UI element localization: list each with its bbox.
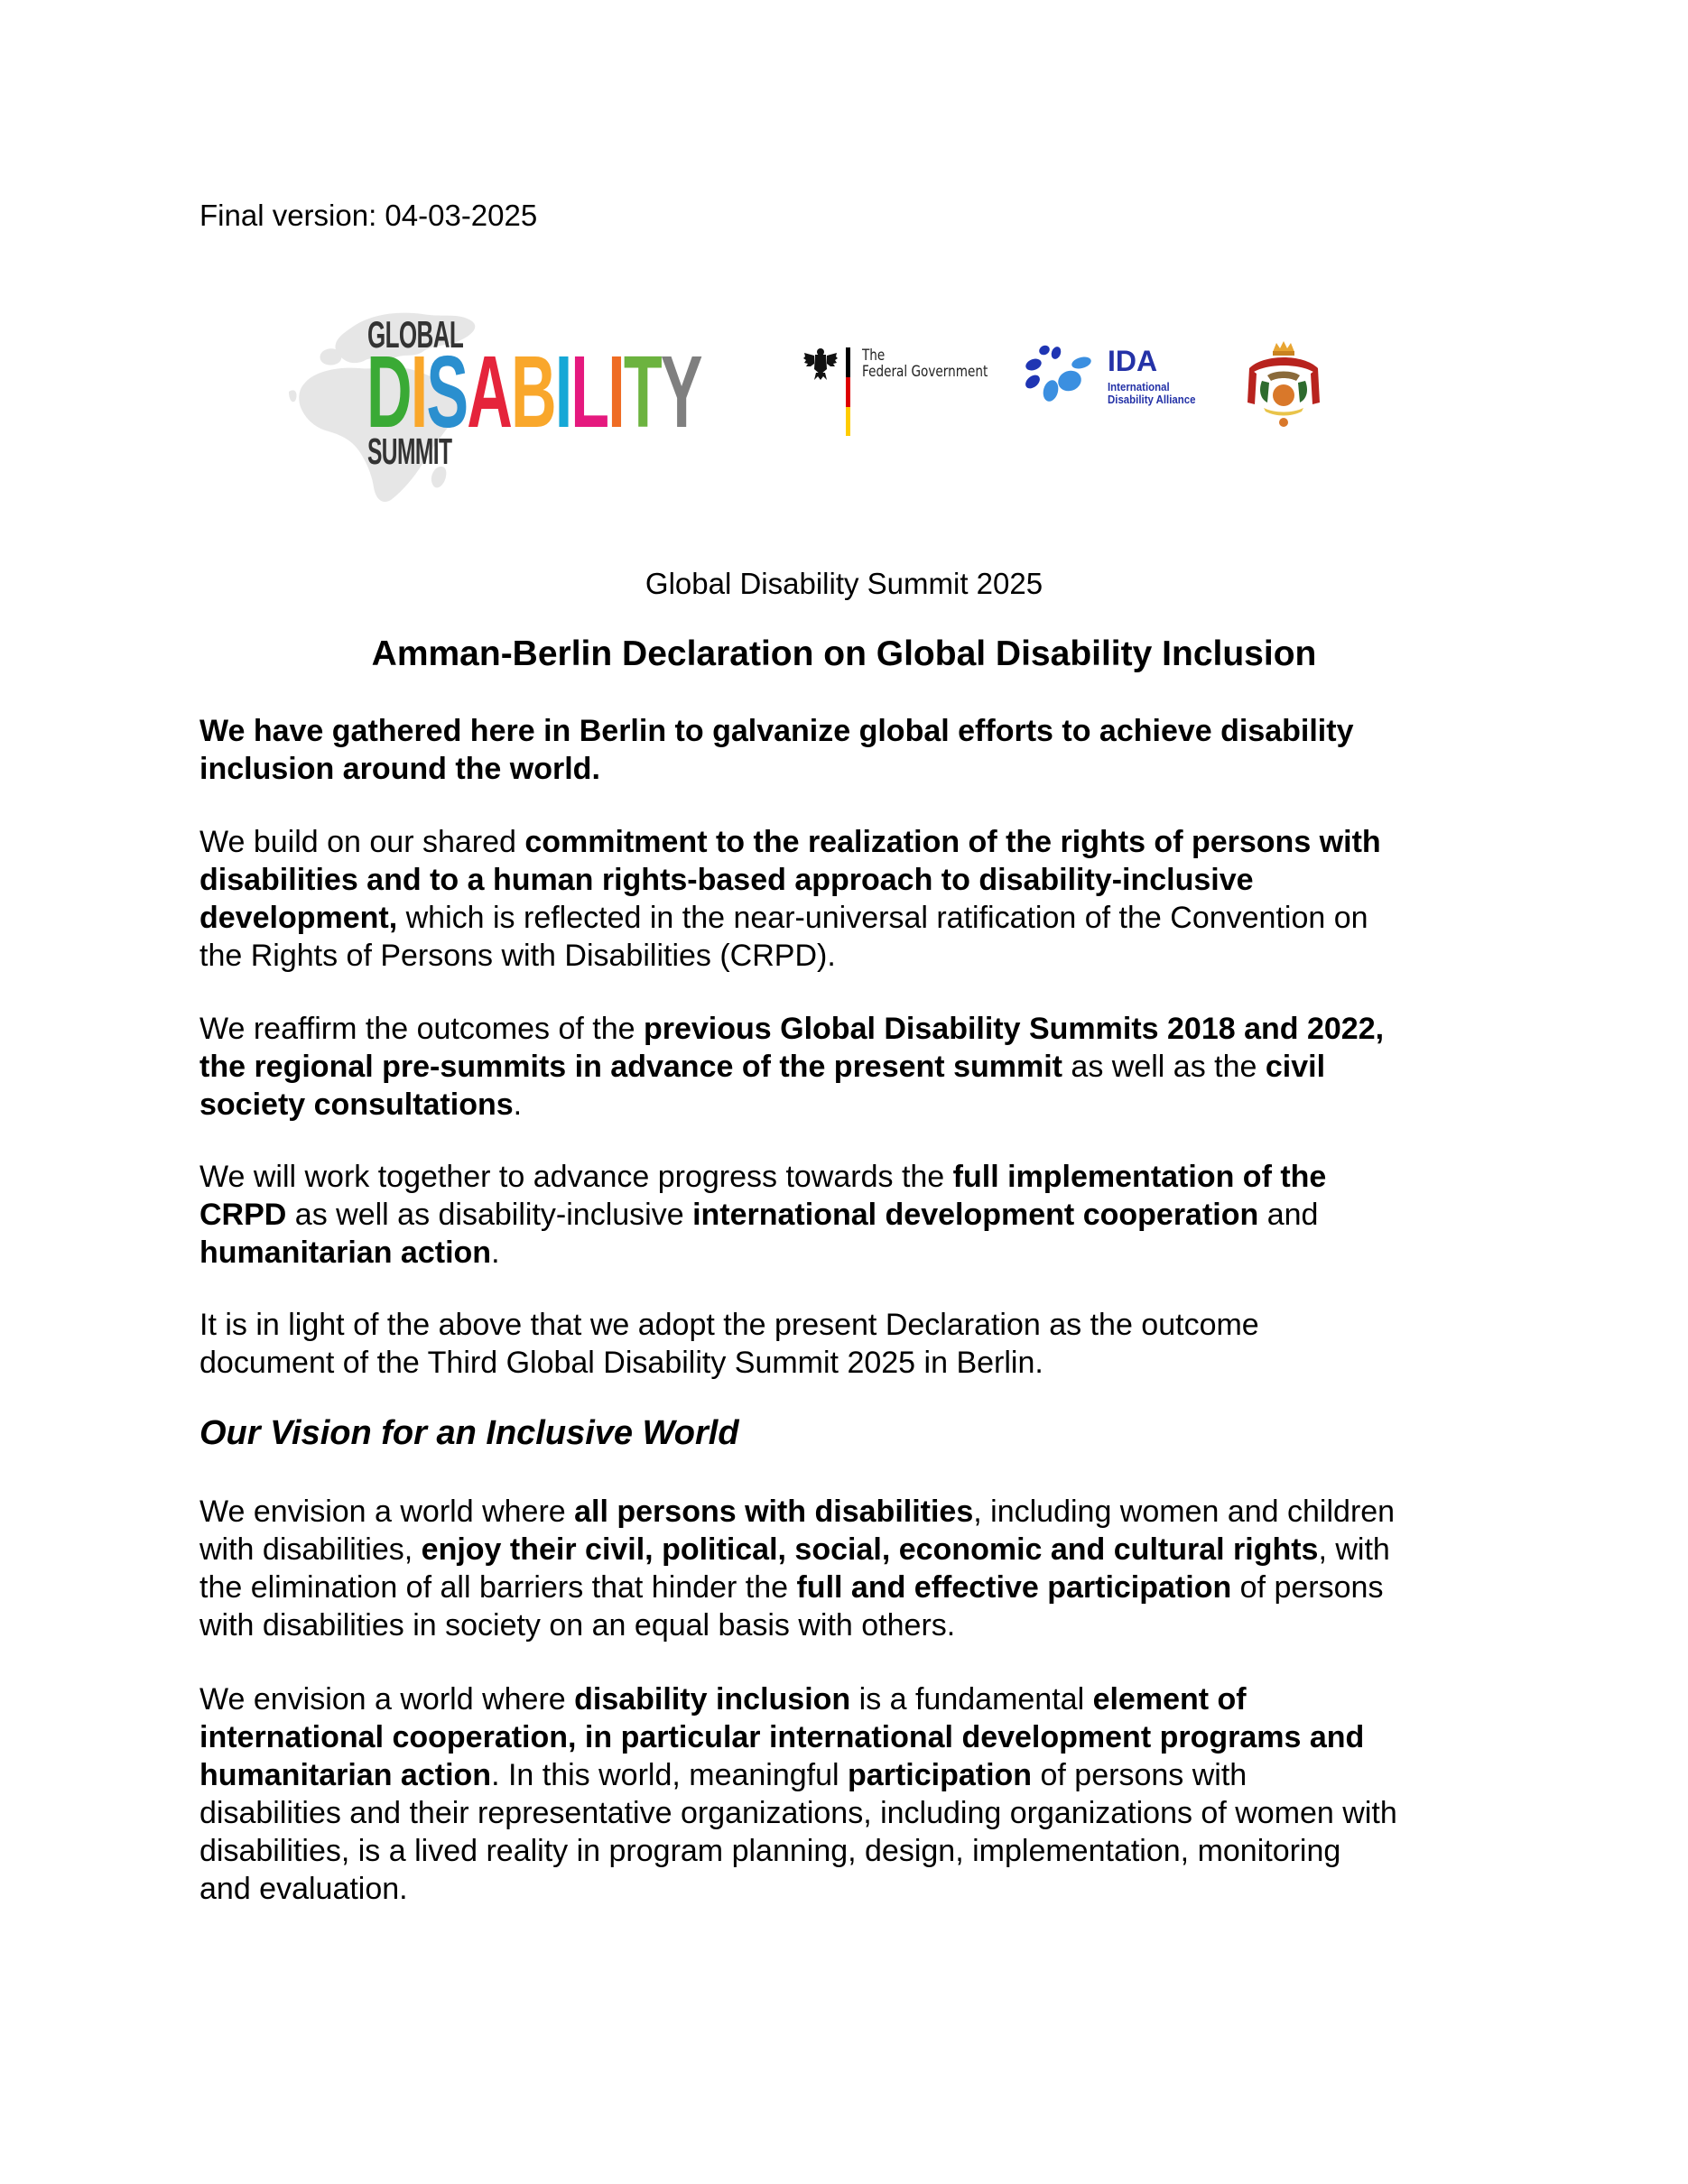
section-heading-vision: Our Vision for an Inclusive World (199, 1414, 739, 1452)
bold-text: international development cooperation (692, 1198, 1259, 1232)
logo-letter: L (570, 335, 608, 449)
fedgov-line2: Federal Government (862, 363, 988, 381)
paragraph-line (199, 861, 1381, 899)
paragraph-line (199, 937, 1381, 975)
paragraph-line (199, 1048, 1384, 1086)
logo-word-summit: SUMMIT (367, 430, 452, 472)
bold-text: disability inclusion (574, 1682, 851, 1717)
flag-bar-black (846, 347, 850, 377)
paragraph (199, 823, 1381, 975)
text: , including women and children (973, 1495, 1396, 1529)
text: We envision a world where (199, 1682, 575, 1717)
paragraph-line (199, 1344, 1259, 1382)
text: document of the Third Global Disability Summit 2025 in Berlin. (199, 1346, 1043, 1380)
text: disabilities, is a lived reality in program planning, design, implementation, monitoring (199, 1834, 1341, 1868)
paragraph-line (199, 1794, 1397, 1832)
flag-bar-gold (846, 407, 850, 436)
logo-letter: D (366, 335, 411, 449)
text: , with (1318, 1532, 1390, 1567)
text: We envision a world where (199, 1495, 575, 1529)
bold-text: participation (848, 1758, 1033, 1792)
text: the Rights of Persons with Disabilities (CRPD). (199, 939, 836, 973)
text: . (491, 1235, 500, 1270)
ida-name: IDA (1108, 345, 1158, 377)
paragraph-line (199, 823, 1381, 861)
federal-eagle-icon (802, 346, 839, 382)
document-title: Amman-Berlin Declaration on Global Disability Inclusion (371, 634, 1317, 673)
paragraph (199, 1493, 1395, 1644)
logo-letter: I (554, 335, 571, 449)
paragraph-line (199, 1606, 1395, 1644)
bold-text: humanitarian action (199, 1758, 492, 1792)
global-disability-summit-logo (287, 301, 711, 511)
paragraph-line (199, 1010, 1384, 1048)
text: of persons with (1032, 1758, 1247, 1792)
fedgov-line1: The (862, 347, 886, 365)
paragraph-line (199, 1158, 1326, 1196)
paragraph-line (199, 1832, 1397, 1870)
paragraph-line (199, 1531, 1395, 1569)
bold-text: enjoy their civil, political, social, economic and cultural rights (421, 1532, 1319, 1567)
paragraph-line (199, 712, 1354, 750)
logo-letter: T (623, 335, 661, 449)
text: We reaffirm the outcomes of the (199, 1012, 644, 1046)
bold-text: CRPD (199, 1198, 287, 1232)
paragraph (199, 1306, 1259, 1382)
logo-letter: Y (660, 335, 701, 449)
jordan-coat-of-arms (1246, 339, 1322, 430)
text: as well as disability-inclusive (286, 1198, 693, 1232)
logo-letter: I (410, 335, 427, 449)
ida-logo (1025, 345, 1223, 408)
paragraph-line (199, 1718, 1397, 1756)
paragraph-line (199, 1306, 1259, 1344)
jordan-coat-of-arms-icon (1246, 339, 1322, 430)
paragraph (199, 1680, 1397, 1908)
paragraph-line (199, 1680, 1397, 1718)
bold-text: civil (1265, 1050, 1326, 1084)
bold-text: the regional pre-summits in advance of the present summit (199, 1050, 1062, 1084)
text: It is in light of the above that we adopt the present Declaration as the outcome (199, 1308, 1259, 1342)
paragraph-line (199, 1196, 1326, 1234)
federal-government-logo (802, 343, 1000, 438)
text: which is reflected in the near-universal ratification of the Convention on (397, 901, 1368, 935)
paragraph-line (199, 1569, 1395, 1606)
version-label: Final version: 04-03-2025 (199, 199, 538, 232)
bold-text: disabilities and to a human rights-based approach to disability-inclusive (199, 863, 1254, 897)
logo-letter: I (607, 335, 624, 449)
bold-text: We have gathered here in Berlin to galvanize global efforts to achieve disability (199, 714, 1354, 748)
paragraph-line (199, 1493, 1395, 1531)
paragraph-line (199, 1756, 1397, 1794)
paragraph (199, 1158, 1326, 1272)
text: the elimination of all barriers that hinder the (199, 1570, 797, 1605)
paragraph-line (199, 1870, 1397, 1908)
text: and evaluation. (199, 1872, 408, 1906)
logo-word-disability (366, 335, 701, 449)
flag-bar-red (846, 377, 850, 407)
text: We build on our shared (199, 825, 525, 859)
text: with disabilities in society on an equal basis with others. (199, 1608, 956, 1643)
bold-text: previous Global Disability Summits 2018 and 2022, (643, 1012, 1385, 1046)
text: . In this world, meaningful (491, 1758, 849, 1792)
bold-text: inclusion around the world. (199, 752, 600, 786)
bold-text: society consultations (199, 1087, 514, 1122)
logo-letter: B (510, 335, 555, 449)
logo-letter: S (426, 335, 468, 449)
text: of persons (1231, 1570, 1384, 1605)
logo-letter: A (467, 335, 511, 449)
paragraph (199, 712, 1354, 788)
bold-text: commitment to the realization of the rights of persons with (524, 825, 1381, 859)
text: . (513, 1087, 523, 1122)
paragraph-line (199, 899, 1381, 937)
bold-text: full and effective participation (796, 1570, 1232, 1605)
bold-text: development, (199, 901, 398, 935)
bold-text: international cooperation, in particular international development programs and (199, 1720, 1365, 1754)
text: We will work together to advance progress towards the (199, 1160, 953, 1194)
ida-sub2: Disability Alliance (1108, 393, 1196, 406)
text: and (1258, 1198, 1319, 1232)
paragraph-line (199, 750, 1354, 788)
bold-text: all persons with disabilities (574, 1495, 974, 1529)
ida-sub1: International (1108, 380, 1170, 393)
paragraph-line (199, 1234, 1326, 1272)
logo-word-global: GLOBAL (367, 313, 464, 356)
text: is a fundamental (850, 1682, 1093, 1717)
document-subtitle: Global Disability Summit 2025 (645, 567, 1043, 600)
text: as well as the (1062, 1050, 1266, 1084)
ida-dots-icon (1025, 345, 1092, 406)
paragraph-line (199, 1086, 1384, 1124)
paragraph (199, 1010, 1384, 1124)
text: with disabilities, (199, 1532, 422, 1567)
bold-text: element of (1092, 1682, 1247, 1717)
bold-text: humanitarian action (199, 1235, 492, 1270)
text: disabilities and their representative organizations, including organizations of women with (199, 1796, 1397, 1830)
bold-text: full implementation of the (952, 1160, 1327, 1194)
